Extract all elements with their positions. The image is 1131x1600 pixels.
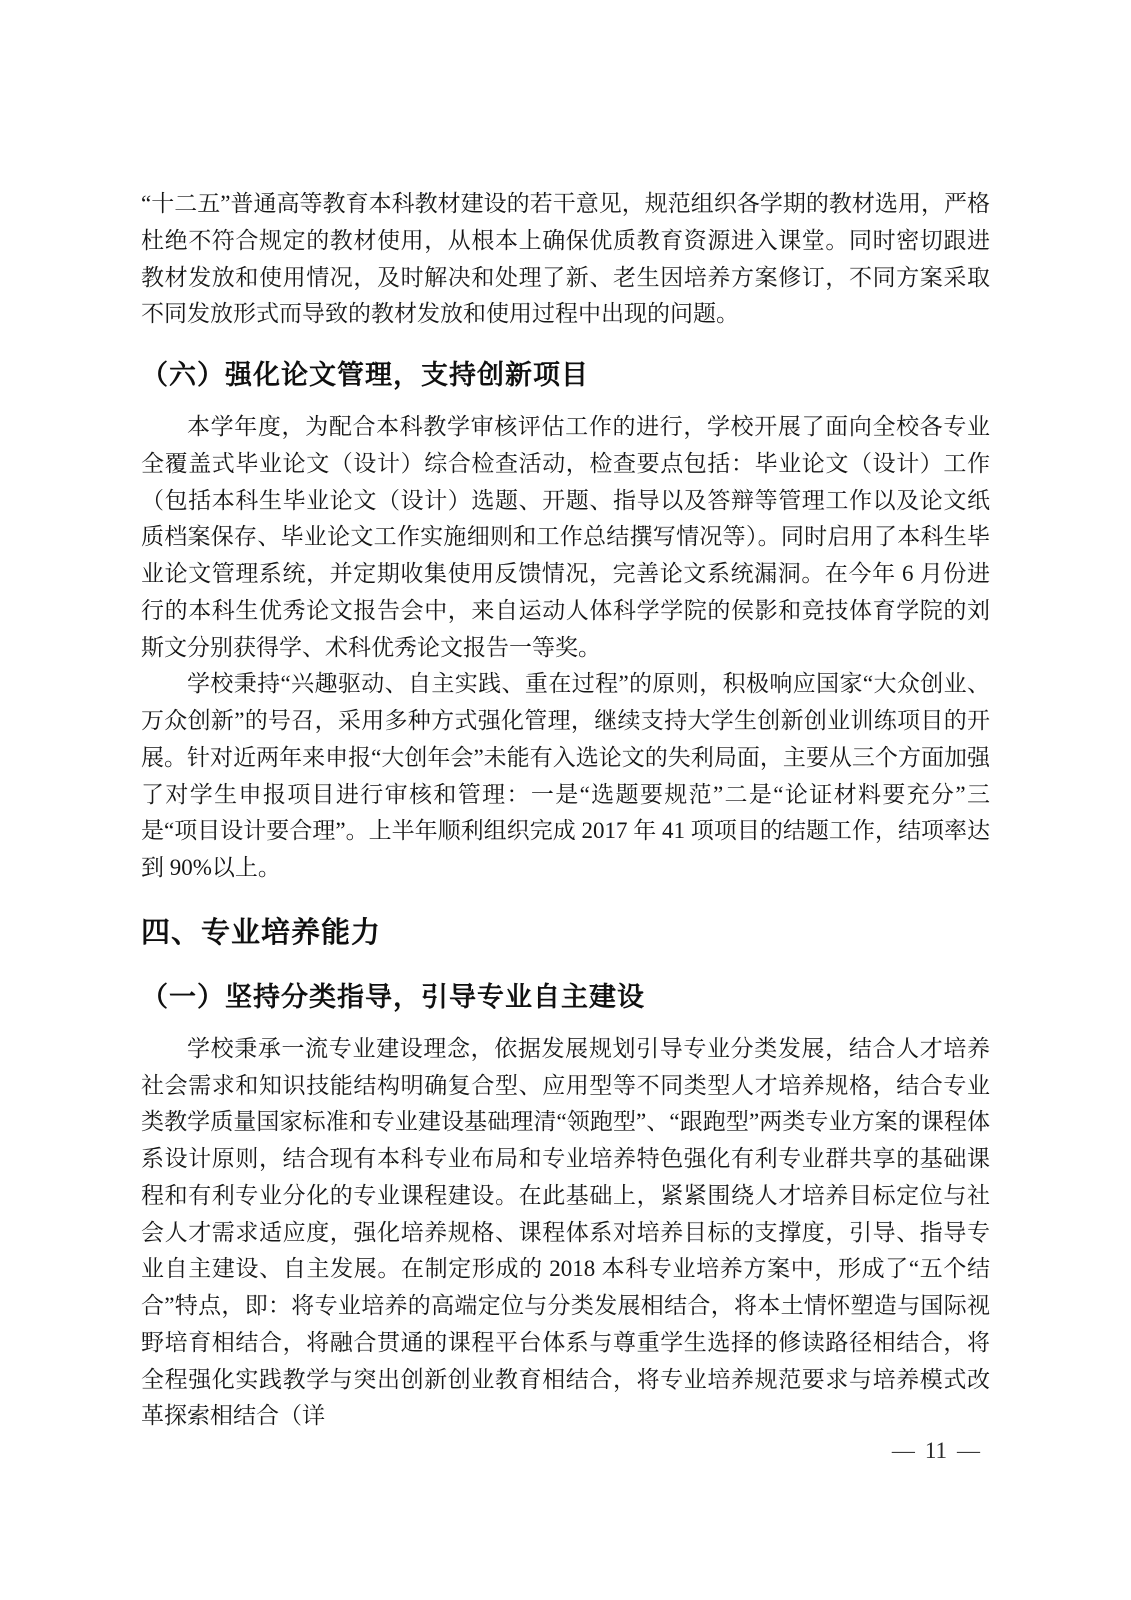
page-content (141, 186, 990, 1435)
paragraph-textbook-management-continuation: “十二五”普通高等教育本科教材建设的若干意见，规范组织各学期的教材选用，严格杜绝不符合规定的教材使用，从根本上确保优质教育资源进入课堂。同时密切跟进教材发放和使用情况，及时解决和处理了新、老生因培养方案修订，不同方案采取不同发放形式而导致的教材发放和使用过程中出现的问题。 (141, 191, 990, 327)
chapter-heading-4-professional-training-capacity: 四、专业培养能力 (141, 916, 382, 949)
paragraph-thesis-inspection: 本学年度，为配合本科教学审核评估工作的进行，学校开展了面向全校各专业全覆盖式毕业论文（设计）综合检查活动，检查要点包括：毕业论文（设计）工作（包括本科生毕业论文（设计）选题、开题、指导以及答辩等管理工作以及论文纸质档案保存、毕业论文工作实施细则和工作总结撰写情况等）。同时启用了本科生毕业论文管理系统，并定期收集使用反馈情况，完善论文系统漏洞。在今年 6 月份进行的本科生优秀论文报告会中，来自运动人体科学学院的侯影和竞技体育学院的刘斯文分别获得学、术科优秀论文报告一等奖。 (141, 414, 990, 660)
section-heading-1-classified-guidance: （一）坚持分类指导，引导专业自主建设 (141, 981, 645, 1012)
section-heading-6-thesis-management: （六）强化论文管理，支持创新项目 (141, 360, 589, 390)
page-number: 11 (924, 1438, 947, 1463)
page-number-footer (882, 1437, 990, 1465)
paragraph-professional-construction: 学校秉承一流专业建设理念，依据发展规划引导专业分类发展，结合人才培养社会需求和知识技能结构明确复合型、应用型等不同类型人才培养规格，结合专业类教学质量国家标准和专业建设基础理清“领跑型”、“跟跑型”两类专业方案的课程体系设计原则，结合现有本科专业布局和专业培养特色强化有利专业群共享的基础课程和有利专业分化的专业课程建设。在此基础上，紧紧围绕人才培养目标定位与社会人才需求适应度，强化培养规格、课程体系对培养目标的支撑度，引导、指导专业自主建设、自主发展。在制定形成的 2018 本科专业培养方案中，形成了“五个结合”特点，即：将专业培养的高端定位与分类发展相结合，将本土情怀塑造与国际视野培育相结合，将融合贯通的课程平台体系与尊重学生选择的修读路径相结合，将全程强化实践教学与突出创新创业教育相结合，将专业培养规范要求与培养模式改革探索相结合（详 (141, 1035, 990, 1429)
page-number-right-dash: — (957, 1438, 980, 1463)
page-number-left-dash: — (891, 1438, 915, 1463)
paragraph-innovation-projects: 学校秉持“兴趣驱动、自主实践、重在过程”的原则，积极响应国家“大众创业、万众创新”的号召，采用多种方式强化管理，继续支持大学生创新创业训练项目的开展。针对近两年来申报“大创年会”未能有入选论文的失利局面，主要从三个方面加强了对学生申报项目进行审核和管理：一是“选题要规范”二是“论证材料要充分”三是“项目设计要合理”。上半年顺利组织完成 2017 年 41 项项目的结题工作，结项率达到 90%以上。 (141, 671, 990, 880)
